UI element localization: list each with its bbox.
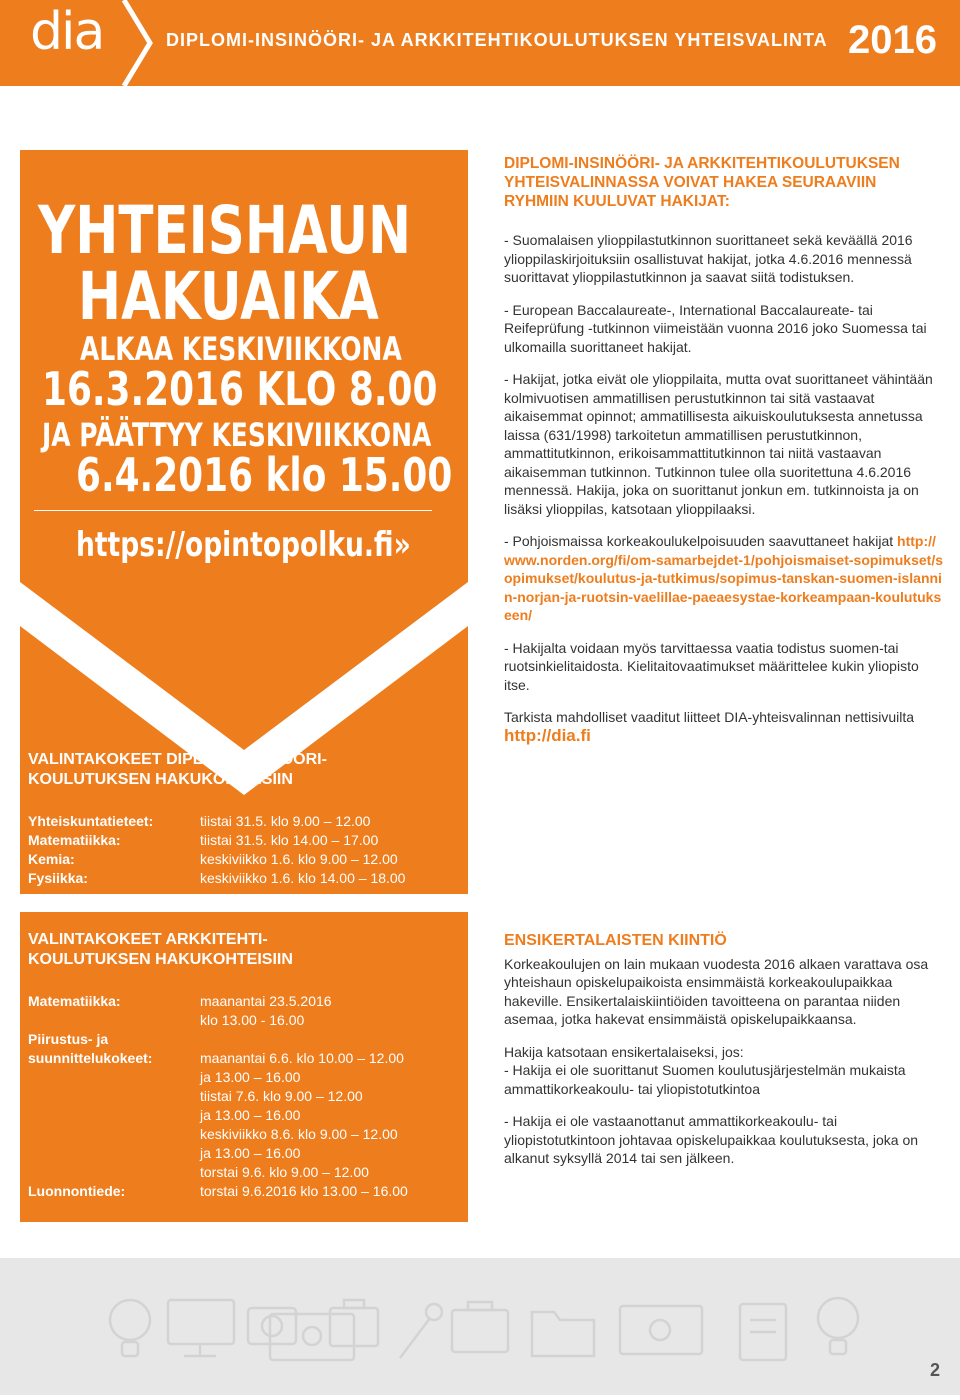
schedule-row: suunnittelukokeet: maanantai 6.6. klo 10.00 – 12.00 [28, 1050, 404, 1066]
eligibility-paragraph: - European Baccalaureate-, International Baccalaureate- tai Reifeprüfung -tutkinnon viimeistään vuonna 2016 joko Suomessa tai ulkomailla suorittaneet hakijat. [504, 301, 927, 355]
lightbulb-icon [110, 1300, 150, 1356]
schedule-row: klo 13.00 - 16.00 [200, 1012, 305, 1028]
eligibility-title: DIPLOMI-INSINÖÖRI- JA ARKKITEHTIKOULUTUKSEN YHTEISVALINNASSA VOIVAT HAKEA SEURAAVIIN RYHMIIN KUULUVAT HAKIJAT: [504, 155, 900, 210]
schedule-row: ja 13.00 – 16.00 [200, 1069, 301, 1085]
header-year: 2016 [848, 18, 937, 62]
quota-title: ENSIKERTALAISTEN KIINTIÖ [504, 932, 727, 949]
schedule-row: Fysiikka: keskiviikko 1.6. klo 14.00 – 18.00 [28, 870, 406, 886]
folder-icon [532, 1312, 594, 1356]
schedule-row: Matematiikka: tiistai 31.5. klo 14.00 – 17.00 [28, 832, 379, 848]
schedule-row: ja 13.00 – 16.00 [200, 1107, 301, 1123]
schedule-row: ja 13.00 – 16.00 [200, 1145, 301, 1161]
hero-end-date: 6.4.2016 klo 15.00 [76, 448, 453, 502]
eligibility-paragraph: - Pohjoismaissa korkeakoulukelpoisuuden saavuttaneet hakijat http://www.norden.org/fi/om-samarbejdet-1/pohjoismaiset-sopimukset/sopimukset/koulutus-ja-tutkimus/sopimus-tanskan-suomen-islannin-norjan-ja-ruotsin-vaelillae-paeaesystae-korkeampaan-koulutukseen/ [504, 533, 944, 623]
di-exams-section [28, 750, 458, 888]
quota-paragraph: - Hakija ei ole vastaanottanut ammattikorkeakoulu- tai yliopistotutkintoon johtavaa opiskelupaikkaa koulutuksesta, joka on alkanut syksyllä 2014 tai sen jälkeen. [504, 1113, 919, 1166]
di-exams-schedule [28, 812, 458, 888]
quota-paragraph: Korkeakoulujen on lain mukaan vuodesta 2016 alkaen varattava osa yhteishaun opiskelupaikoista ensimmäistä korkeakoulupaikkaa hakeville. Ensikertalaiskiintiöiden tavoitteena on parantaa niiden asemaa, jotka hakevat ensimmäistä opiskelupaikkaansa. [504, 955, 929, 1027]
briefcase-icon [452, 1302, 508, 1352]
lightbulb-icon [818, 1298, 858, 1354]
arch-exams-section [28, 930, 458, 1201]
eligibility-section [504, 154, 944, 759]
chevron-right-icon [120, 0, 160, 86]
eligibility-paragraph: Tarkista mahdolliset vaaditut liitteet DIA-yhteisvalinnan nettisivuilta http://dia.fi [504, 709, 915, 745]
schedule-row: torstai 9.6. klo 9.00 – 12.00 [200, 1164, 369, 1180]
monitor-icon [168, 1300, 234, 1356]
schedule-row: Yhteiskuntatieteet: tiistai 31.5. klo 9.00 – 12.00 [28, 813, 371, 829]
schedule-row: keskiviikko 8.6. klo 9.00 – 12.00 [200, 1126, 398, 1142]
arch-exams-schedule [28, 992, 458, 1201]
dia-link[interactable]: http://dia.fi [504, 725, 591, 745]
eligibility-paragraph: - Hakijalta voidaan myös tarvittaessa vaatia todistus suomen-tai ruotsinkielitaidosta. Kielitaitovaatimukset määrittelee kukin yliopisto itse. [504, 639, 919, 693]
dia-logo: dia [30, 2, 104, 62]
hero-start-label: ALKAA KESKIVIIKKONA [80, 330, 402, 368]
footer-icon-band [0, 1258, 960, 1395]
page-number: 2 [930, 1360, 941, 1380]
hero-start-date: 16.3.2016 KLO 8.00 [42, 362, 438, 416]
arch-exams-title: VALINTAKOKEET ARKKITEHTI- KOULUTUKSEN HAKUKOHTEISIIN [28, 931, 293, 968]
first-timer-quota-section [504, 932, 944, 1182]
eligibility-paragraph: - Suomalaisen ylioppilastutkinnon suorittaneet sekä keväällä 2016 ylioppilaskirjoituksiin osallistuvat hakijat, jotka 4.6.2016 mennessä suorittavat ylioppilastutkinnon ja saavat siitä todistuksen. [504, 232, 913, 285]
schedule-row: tiistai 7.6. klo 9.00 – 12.00 [200, 1088, 363, 1104]
schedule-row: Piirustus- ja [28, 1031, 109, 1047]
quota-paragraph: Hakija katsotaan ensikertalaiseksi, jos: - Hakija ei ole suorittanut Suomen koulutusjärjestelmän mukaista ammattikorkeakoulu- tai yliopistotutkintoa [504, 1043, 906, 1097]
schedule-row: Matematiikka: maanantai 23.5.2016 [28, 993, 332, 1009]
footer-icons [0, 1258, 960, 1395]
hero-end-label: JA PÄÄTTYY KESKIVIIKKONA [42, 416, 432, 454]
di-exams-title: VALINTAKOKEET DIPLOMI-INSINÖÖRI- KOULUTUKSEN HAKUKOHTEISIIN [28, 751, 327, 788]
clipboard-icon [740, 1304, 786, 1360]
arch-exams-panel [20, 912, 468, 1222]
eligibility-paragraph: - Hakijat, jotka eivät ole ylioppilaita, mutta ovat suorittaneet vähintään kolmivuotisen ammatillisen perustutkinnon tai sitä vastaavat aikaisemmat opinnot; ammatillisesta aikuiskoulutuksesta annetussa laissa (631/1998) tarkoitetun ammatillisen perustutkinnon, ammattitutkinnon, erikoisammattitutkinnon tai niitä vastaavan aikaisemman tutkinnon. Tutkinnon tulee olla suoritettuna 4.6.2016 mennessä. Hakija, joka on suorittanut jonkun em. tutkinnoista ja on lisäksi ylioppilas, katsotaan ylioppilaaksi. [504, 371, 933, 517]
hero-heading-line2: HAKUAIKA [78, 258, 379, 335]
schedule-row: Luonnontiede: torstai 9.6.2016 klo 13.00 – 16.00 [28, 1183, 408, 1199]
hero-divider [34, 510, 432, 511]
header-title: DIPLOMI-INSINÖÖRI- JA ARKKITEHTIKOULUTUKSEN YHTEISVALINTA [166, 30, 828, 50]
opintopolku-link[interactable]: https://opintopolku.fi» [76, 525, 411, 565]
schedule-row: Kemia: keskiviikko 1.6. klo 9.00 – 12.00 [28, 851, 398, 867]
laptop-icon [620, 1306, 702, 1354]
header-bar [0, 0, 960, 86]
norden-link[interactable]: http://www.norden.org/fi/om-samarbejdet-1/pohjoismaiset-sopimukset/sopimukset/koulutus-ja-tutkimus/sopimus-tanskan-suomen-islannin-norjan-ja-ruotsin-vaelillae-paeaesystae-korkeampaan-koulutukseen/ [504, 533, 944, 623]
wrench-icon [400, 1304, 442, 1358]
laptop-email-icon [270, 1314, 354, 1360]
hero-heading-line1: YHTEISHAUN [38, 192, 412, 269]
